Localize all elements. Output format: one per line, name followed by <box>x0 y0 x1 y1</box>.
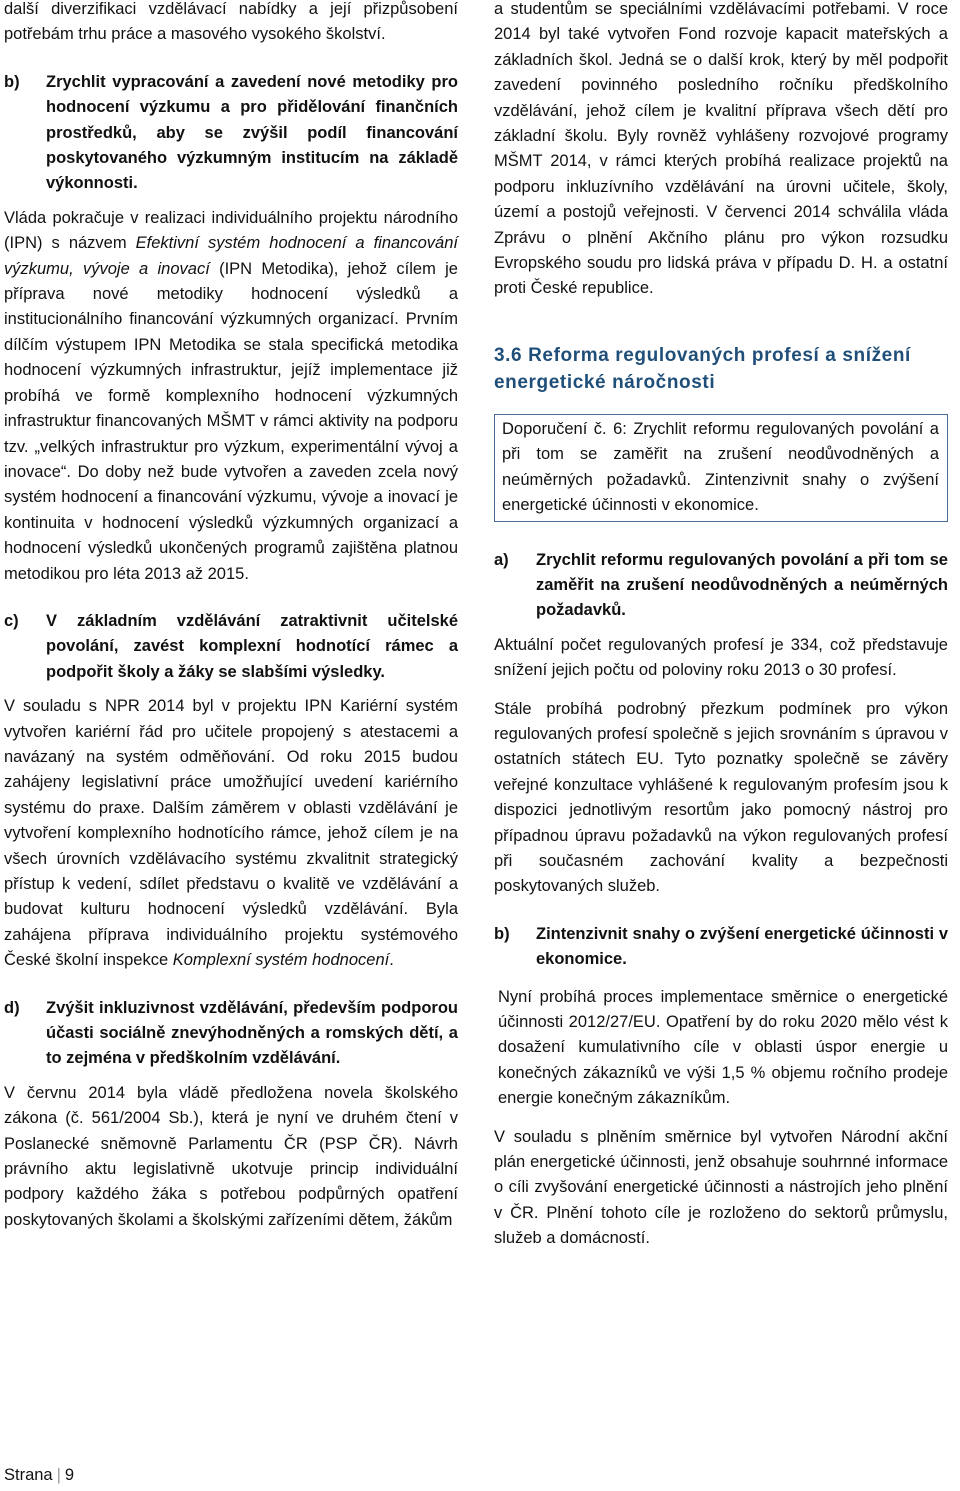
italic-title: Komplexní systém hodnocení <box>172 951 390 970</box>
text-run: (IPN Metodika), jehož cílem je příprava nové metodiky hodnocení výsledků a institucionálního financování výzkumných organizací. Prvním dílčím výstupem IPN Metodika se stala specifická metodika hodnocení výzkumných infrastruktur, jejíž implementace již probíhá ve formě komplexního hodnocení výzkumných infrastruktur financovaných MŠMT v rámci aktivity na podporu tzv. „velkých infrastruktur pro výzkum, experimentální vývoj a inovace“. Do doby než bude vytvořen a zaveden zcela nový systém hodnocení a financování výzkumu, vývoje a inovací je kontinuita v hodnocení výsledků výzkumných organizací a hodnocení výsledků ukončených programů zajištěna platnou metodikou pro léta 2013 až 2015. <box>4 259 458 583</box>
item-label: b) <box>4 72 20 91</box>
text-run: . <box>389 951 394 970</box>
item-a-heading <box>494 548 948 624</box>
page-label: Strana <box>4 1466 53 1484</box>
item-label: a) <box>494 550 509 569</box>
paragraph-karierni-system <box>4 694 458 973</box>
left-column <box>4 0 458 1233</box>
section-heading: 3.6 Reforma regulovaných profesí a snížení energetické náročnosti <box>494 344 911 393</box>
paragraph-novela-zakona: V červnu 2014 byla vládě předložena novela školského zákona (č. 561/2004 Sb.), která je nyní ve druhém čtení v Poslanecké sněmovně Parlamentu ČR (PSP ČR). Návrh právního aktu legislativně ukotvuje princip individuální podpory každého žáka s potřebou podpůrných opatření poskytovaných školami a školskými zařízeními dětem, žákům <box>4 1083 458 1229</box>
paragraph-continuation: a studentům se speciálními vzdělávacími potřebami. V roce 2014 byl také vytvořen Fond rozvoje kapacit mateřských a základních škol. Jedná se o další krok, který by měl podpořit zavedení povinného posledního ročníku předškolního vzdělávání, jehož cílem je kvalitní příprava všech dětí pro základní školu. Byly rovněž vyhlášeny rozvojové programy MŠMT 2014, v rámci kterých probíhá realizace projektů na podporu inkluzívního vzdělávání na úrovni učitele, školy, území a postojů veřejnosti. V červenci 2014 schválila vláda Zprávu o plnění Akčního plánu pro výkon rozsudku Evropského soudu pro lidská práva v případu D. H. a ostatní proti České republice. <box>494 0 948 298</box>
text-run: Vláda pokračuje v realizaci individuálního projektu národního (IPN) s názvem <box>4 208 458 253</box>
paragraph-pocet-profesi: Aktuální počet regulovaných profesí je 334, což představuje snížení jejich počtu od poloviny roku 2013 o 30 profesí. <box>494 635 948 680</box>
item-text: Zrychlit reformu regulovaných povolání a při tom se zaměřit na zrušení neodůvodněných a neúměrných požadavků. <box>536 550 948 620</box>
item-label: c) <box>4 611 19 630</box>
footer-separator: | <box>56 1466 61 1484</box>
item-label: b) <box>494 924 510 943</box>
paragraph-prezkum: Stále probíhá podrobný přezkum podmínek pro výkon regulovaných profesí společně s jejich srovnáním s úpravou v ostatních státech EU. Tyto poznatky společně se závěry veřejné konzultace vyhlášené k regulovaným profesím jsou k dispozici jednotlivým resortům jako pomocný nástroj pro případnou úpravu požadavků na výkon regulovaných profesí při současném zachování kvality a bezpečnosti poskytovaných služeb. <box>494 699 948 896</box>
item-d-heading <box>4 996 458 1072</box>
recommendation-box <box>494 414 948 522</box>
paragraph-smernice: Nyní probíhá proces implementace směrnice o energetické účinnosti 2012/27/EU. Opatření by do roku 2020 mělo vést k dosažení kumulativního cíle v oblasti úspor energie u konečných zákazníků ve výši 1,5 % objemu ročního prodeje energie konečným zákazníkům. <box>498 987 948 1108</box>
right-column <box>494 0 948 1252</box>
italic-title: Efektivní systém hodnocení a financování výzkumu, vývoje a inovací <box>4 234 458 278</box>
item-text: Zrychlit vypracování a zavedení nové metodiky pro hodnocení výzkumu a pro přidělování finančních prostředků, aby se zvýšil podíl financování poskytovaného výzkumným institucím na základě výkonnosti. <box>46 72 458 193</box>
paragraph-akcni-plan: V souladu s plněním směrnice byl vytvořen Národní akční plán energetické účinnosti, jenž obsahuje souhrnné informace o cíli zvyšování energetické účinnosti a nástrojích jeho plnění v ČR. Plnění tohoto cíle je rozloženo do sektorů průmyslu, služeb a domácností. <box>494 1127 948 1248</box>
paragraph-ipn-metodika <box>4 206 458 587</box>
page-number: 9 <box>64 1466 75 1484</box>
item-text: V základním vzdělávání zatraktivnit učitelské povolání, zavést komplexní hodnotící rámec a podpořit školy a žáky se slabšími výsledky. <box>46 611 458 681</box>
item-label: d) <box>4 998 20 1017</box>
item-text: Zintenzivnit snahy o zvýšení energetické účinnosti v ekonomice. <box>536 924 948 969</box>
item-c-heading <box>4 609 458 685</box>
intro-paragraph: další diverzifikaci vzdělávací nabídky a její přizpůsobení potřebám trhu práce a masového vysokého školství. <box>4 0 458 44</box>
item-b-energy-heading <box>494 922 948 973</box>
recommendation-text: Doporučení č. 6: Zrychlit reformu regulovaných povolání a při tom se zaměřit na zrušení neodůvodněných a neúměrných požadavků. Zintenzivnit snahy o zvýšení energetické účinnosti v ekonomice. <box>502 419 939 515</box>
item-b-heading <box>4 70 458 197</box>
item-text: Zvýšit inkluzivnost vzdělávání, především podporou účasti sociálně znevýhodněných a romských dětí, a to zejména v předškolním vzdělávání. <box>46 998 458 1068</box>
text-run: V souladu s NPR 2014 byl v projektu IPN Kariérní systém vytvořen kariérní řád pro učitele propojený s atestacemi a navázaný na systém odměňování. Od roku 2015 budou zahájeny legislativní práce umožňující uvedení kariérního systému do praxe. Dalším záměrem v oblasti vzdělávání je vytvoření komplexního hodnotícího rámce, jehož cílem je na všech úrovních vzdělávacího systému zkvalitnit strategický přístup k vedení, sdílet představu o kvalitě ve vzdělávání a budovat kulturu hodnocení výsledků vzdělávání. Byla zahájena příprava individuálního projektu systémového České školní inspekce <box>4 697 458 970</box>
page-footer <box>4 1464 74 1486</box>
